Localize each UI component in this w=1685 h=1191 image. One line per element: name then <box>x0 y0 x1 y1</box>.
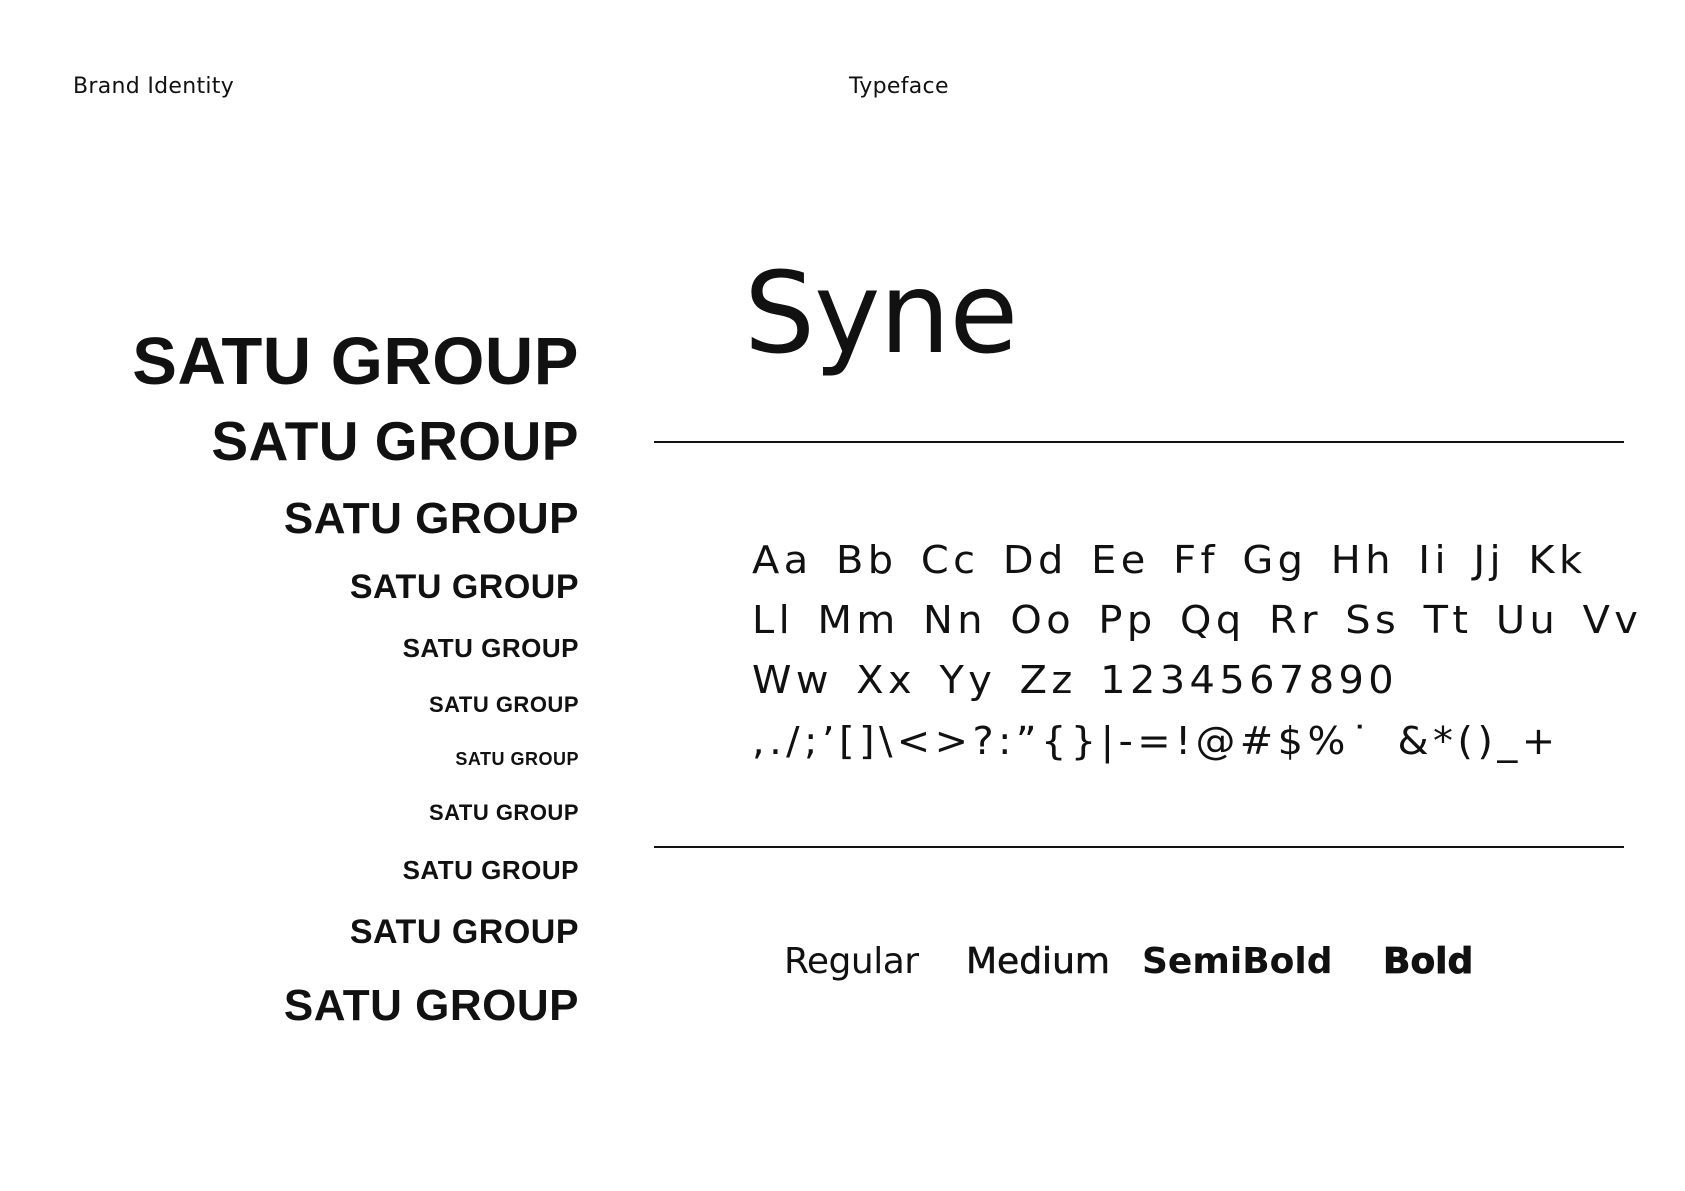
header-typeface: Typeface <box>849 74 949 99</box>
brand-sample-10: SATU GROUP <box>349 913 579 951</box>
glyph-line-3: Ww Xx Yy Zz 1234567890 <box>752 658 1399 702</box>
brand-sample-7: SATU GROUP <box>455 749 579 769</box>
brand-sample-1: SATU GROUP <box>132 324 579 399</box>
glyph-line-2: Ll Mm Nn Oo Pp Qq Rr Ss Tt Uu Vv <box>752 598 1643 642</box>
brand-sample-3: SATU GROUP <box>283 494 579 543</box>
brand-sample-8: SATU GROUP <box>428 800 579 825</box>
header-brand-identity: Brand Identity <box>73 74 235 99</box>
weight-medium: Medium <box>966 941 1110 982</box>
divider-top <box>654 441 1624 443</box>
typeface-name: Syne <box>744 249 1018 379</box>
brand-sample-11: SATU GROUP <box>283 981 579 1030</box>
brand-sample-4: SATU GROUP <box>349 568 579 606</box>
weight-semibold: SemiBold <box>1142 941 1333 982</box>
brand-sample-9: SATU GROUP <box>402 855 579 885</box>
weight-bold: Bold <box>1383 941 1474 982</box>
brand-size-stack <box>19 0 579 1191</box>
glyph-line-4: ,./;’[]\<>?:”{}|-=!@#$%˙ &*()_+ <box>752 719 1560 763</box>
brand-sample-2: SATU GROUP <box>211 410 579 472</box>
weight-regular: Regular <box>784 941 919 982</box>
brand-sample-6: SATU GROUP <box>428 692 579 717</box>
divider-bottom <box>654 846 1624 848</box>
glyph-line-1: Aa Bb Cc Dd Ee Ff Gg Hh Ii Jj Kk <box>752 538 1587 582</box>
brand-sample-5: SATU GROUP <box>402 633 579 663</box>
